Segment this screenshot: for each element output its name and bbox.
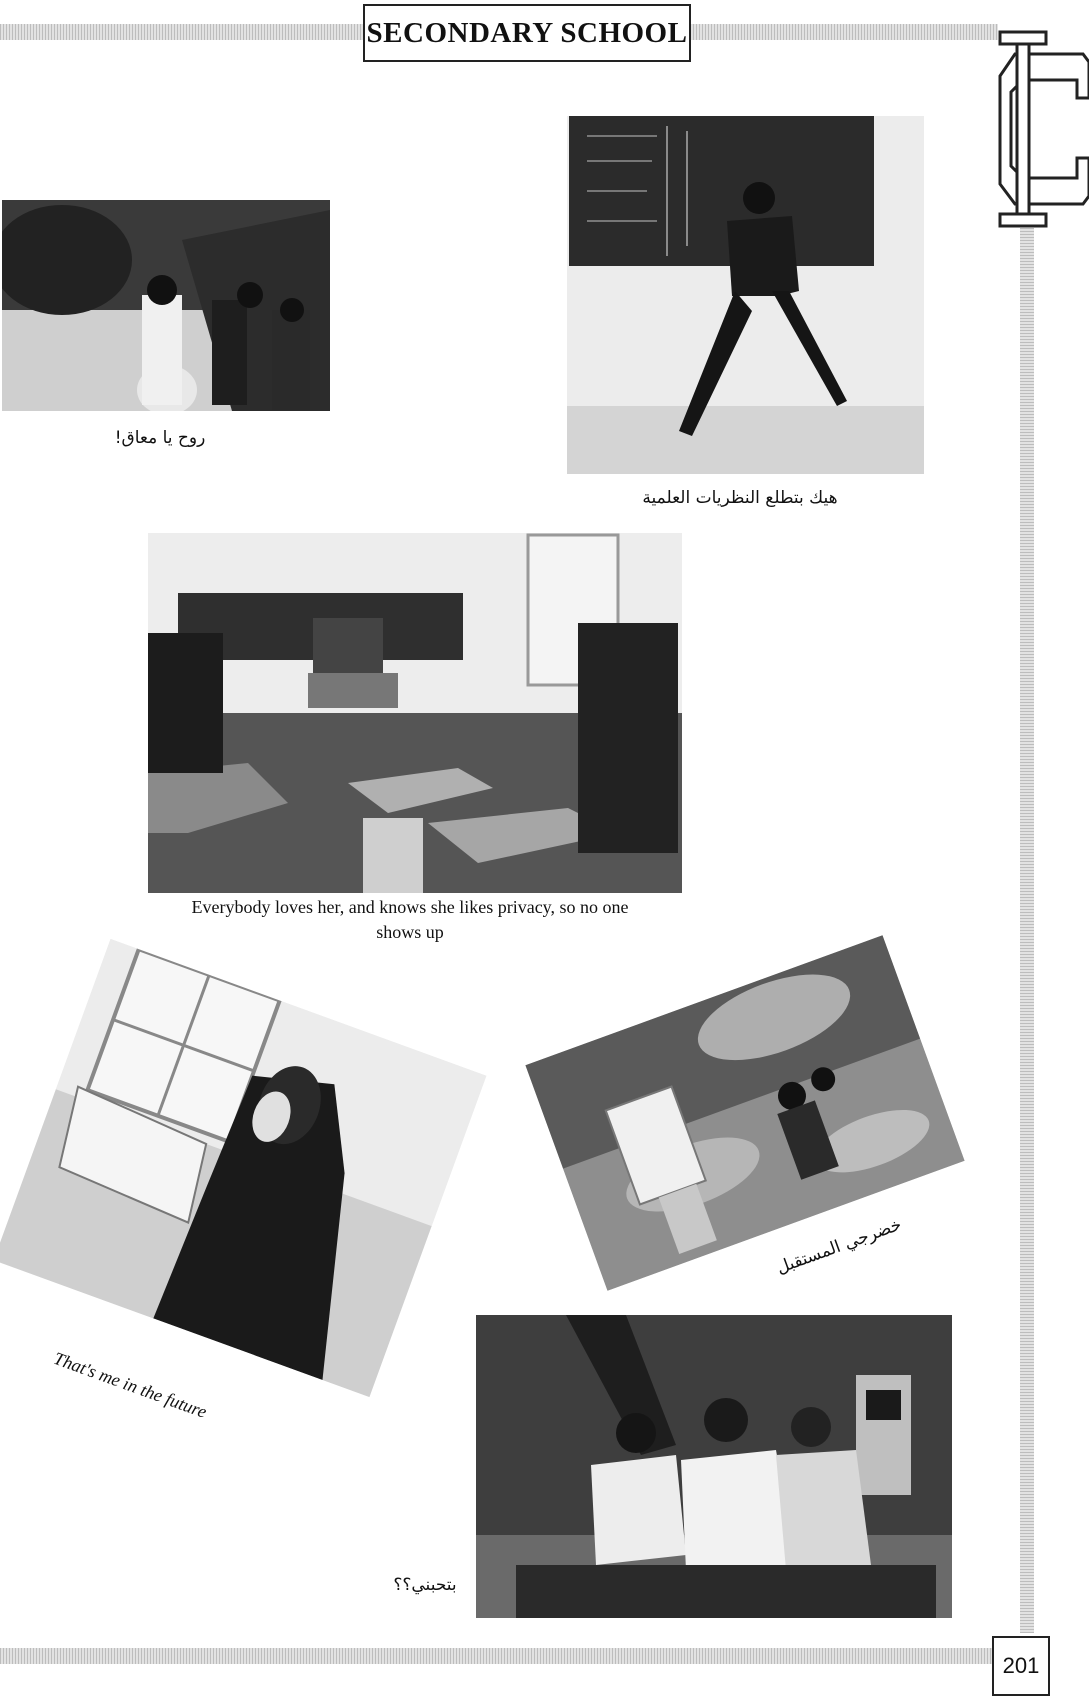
- ic-monogram-icon: [965, 28, 1089, 230]
- photo-caption: هيك بتطلع النظريات العلمية: [642, 488, 838, 508]
- bottom-rule: [0, 1648, 995, 1664]
- photo-vegetable-crates: [525, 935, 964, 1290]
- page-number: 201: [992, 1636, 1050, 1696]
- photo-chalkboard: [567, 116, 924, 474]
- right-rule: [1020, 228, 1034, 1633]
- page-title: SECONDARY SCHOOL: [363, 4, 691, 62]
- photo-three-students: [476, 1315, 952, 1618]
- photo-caption: Everybody loves her, and knows she likes privacy, so no one shows up: [191, 897, 629, 942]
- photo-reading-newspaper: [0, 939, 486, 1397]
- photo-caption: بتحبني؟؟: [393, 1575, 457, 1595]
- photo-caption: That's me in the future: [51, 1348, 210, 1422]
- photo-students-walking: [2, 200, 330, 411]
- photo-caption: روح يا معاق!: [114, 428, 206, 448]
- photo-classroom: [148, 533, 682, 893]
- photo-caption: خضرجي المستقبل: [773, 1214, 905, 1279]
